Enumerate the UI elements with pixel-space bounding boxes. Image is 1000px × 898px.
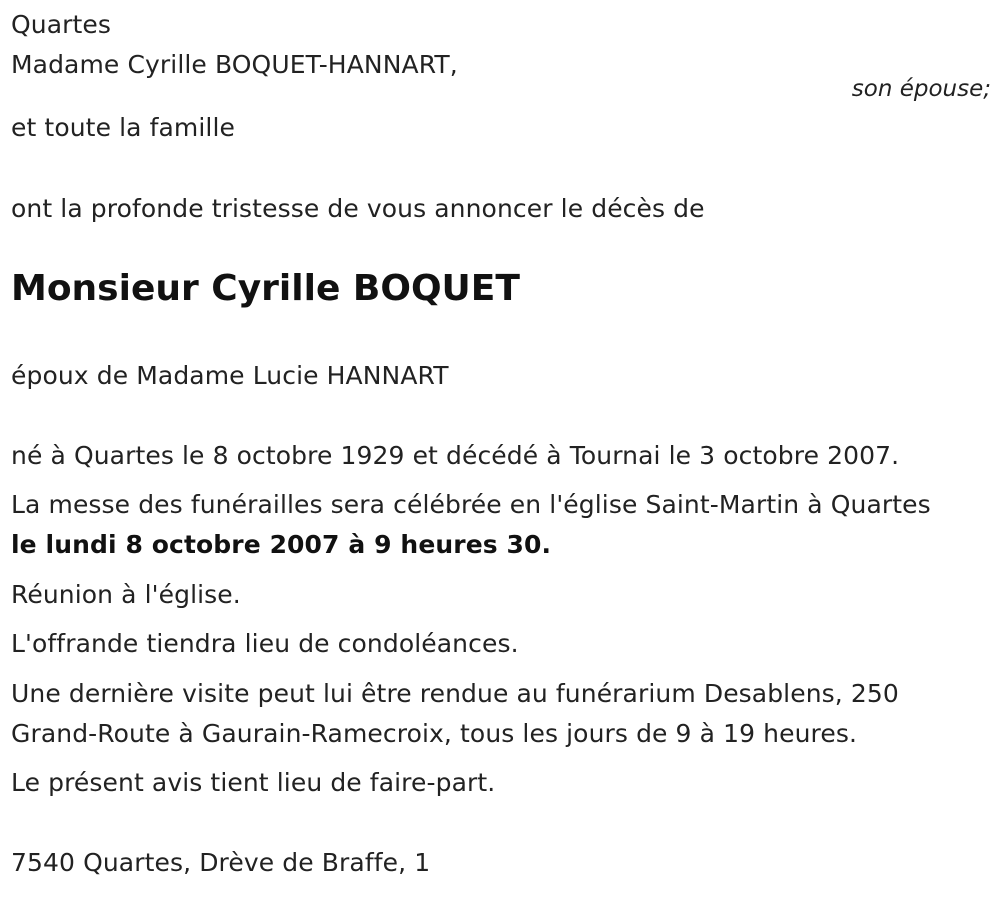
meeting-line: Réunion à l'église. — [11, 580, 241, 609]
address-line: 7540 Quartes, Drève de Braffe, 1 — [11, 848, 431, 877]
obituary-notice — [11, 0, 991, 898]
notice-line: Le présent avis tient lieu de faire-part. — [11, 768, 496, 797]
location: Quartes — [11, 10, 112, 39]
visit-line-2: Grand-Route à Gaurain-Ramecroix, tous les jours de 9 à 19 heures. — [11, 719, 857, 748]
widow-relation: son épouse; — [851, 76, 991, 102]
announcement-intro: ont la profonde tristesse de vous annoncer le décès de — [11, 194, 705, 223]
offering-line: L'offrande tiendra lieu de condoléances. — [11, 629, 519, 658]
funeral-mass: La messe des funérailles sera célébrée en l'église Saint-Martin à Quartes — [11, 490, 931, 519]
spouse-line: époux de Madame Lucie HANNART — [11, 361, 449, 390]
funeral-date: le lundi 8 octobre 2007 à 9 heures 30. — [11, 530, 552, 559]
visit-line-1: Une dernière visite peut lui être rendue au funérarium Desablens, 250 — [11, 679, 899, 708]
deceased-name: Monsieur Cyrille BOQUET — [11, 268, 520, 309]
family-line: et toute la famille — [11, 113, 236, 142]
birth-death-line: né à Quartes le 8 octobre 1929 et décédé à Tournai le 3 octobre 2007. — [11, 441, 900, 470]
widow-name: Madame Cyrille BOQUET-HANNART, — [11, 50, 458, 79]
